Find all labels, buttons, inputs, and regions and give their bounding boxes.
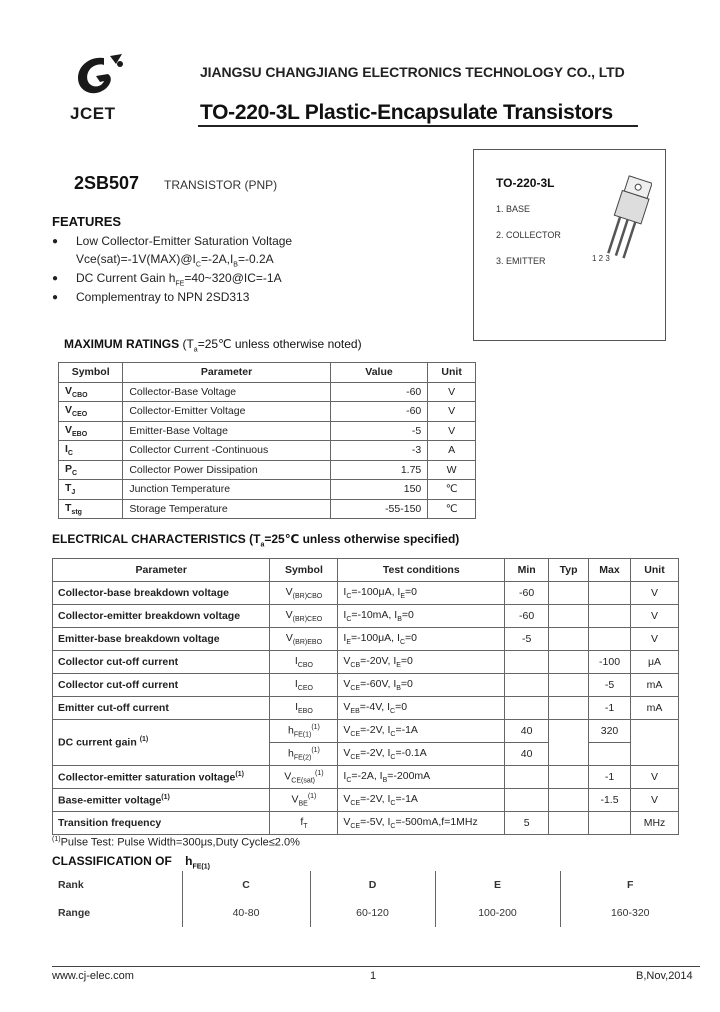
- pulse-test-note: $^{(1)}$Pulse Test: Pulse Width=300μs,Duty Cycle≤2.0%: [52, 836, 300, 849]
- table-row: Range 40-80 60-120 100-200 160-320: [52, 899, 700, 927]
- electrical-heading: ELECTRICAL CHARACTERISTICS ($T_a=25℃$ unless otherwise specified): [52, 532, 460, 549]
- table-row: $V_{CEO}$ Collector-Emitter Voltage -60 V: [59, 402, 476, 422]
- package-box: [473, 149, 666, 341]
- table-row: Collector-emitter breakdown voltage $V_{(BR)CEO}$ $I_C=-10mA$, $I_B=0$ -60 V: [53, 605, 679, 628]
- table-row: Emitter cut-off current $I_{EBO}$ $V_{EB}=-4V$, $I_C=0$ -1 mA: [53, 697, 679, 720]
- table-row: Collector cut-off current $I_{CEO}$ $V_{CE}=-60V$, $I_B=0$ -5 mA: [53, 674, 679, 697]
- table-header-row: Symbol Parameter Value Unit: [59, 363, 476, 383]
- pin-emitter: 3. EMITTER: [496, 256, 546, 266]
- table-row: Rank C D E F: [52, 871, 700, 899]
- bullet-icon: ●: [52, 236, 59, 247]
- title-underline: [198, 125, 638, 127]
- feature-item: $Vce(sat)=-1V(MAX)@I_C=-2A,I_B=-0.2A$: [76, 252, 274, 269]
- table-row: Collector cut-off current $I_{CBO}$ $V_{CB}=-20V$, $I_E=0$ -100 μA: [53, 651, 679, 674]
- revision-date: B,Nov,2014: [636, 970, 693, 982]
- table-row: $V_{CBO}$ Collector-Base Voltage -60 V: [59, 382, 476, 402]
- footer-rule: [52, 966, 700, 967]
- classification-table: [52, 871, 700, 927]
- pin-digits: 1 2 3: [592, 254, 610, 263]
- page-number: 1: [370, 970, 377, 982]
- electrical-table: [52, 558, 679, 835]
- table-row: $P_C$ Collector Power Dissipation 1.75 W: [59, 460, 476, 480]
- feature-item: Complementray to NPN 2SD313: [76, 290, 250, 304]
- feature-item: DC Current Gain $h_{FE}=40\sim 320@IC=-1A$: [76, 271, 282, 288]
- table-row: $T_{stg}$ Storage Temperature -55-150 ℃: [59, 499, 476, 519]
- classification-heading: CLASSIFICATION OF $h_{FE(1)}$: [52, 854, 210, 871]
- company-name: JIANGSU CHANGJIANG ELECTRONICS TECHNOLOGY CO., LTD: [200, 64, 625, 80]
- table-row: Collector-emitter saturation voltage$^{(1)}$ $V_{CE(sat)}^{(1)}$ $I_C=-2A$, $I_B=-200mA$ -1 V: [53, 766, 679, 789]
- logo-text: JCET: [70, 104, 116, 123]
- document-title: TO-220-3L Plastic-Encapsulate Transistors: [200, 101, 613, 124]
- jcet-logo-icon: [70, 50, 128, 98]
- max-ratings-heading: MAXIMUM RATINGS ($T_a=25℃$ unless otherwise noted): [64, 337, 362, 354]
- table-header-row: Parameter Symbol Test conditions Min Typ Max Unit: [53, 559, 679, 582]
- table-row: $V_{EBO}$ Emitter-Base Voltage -5 V: [59, 421, 476, 441]
- part-type: TRANSISTOR (PNP): [164, 178, 278, 192]
- table-row: Transition frequency $f_T$ $V_{CE}=-5V$, $I_C=-500mA,f=1MHz$ 5 MHz: [53, 812, 679, 835]
- table-row: Base-emitter voltage$^{(1)}$ $V_{BE}^{(1)}$ $V_{CE}=-2V$, $I_C=-1A$ -1.5 V: [53, 789, 679, 812]
- bullet-icon: ●: [52, 292, 59, 303]
- bullet-icon: ●: [52, 273, 59, 284]
- table-row: $T_J$ Junction Temperature 150 ℃: [59, 480, 476, 500]
- max-ratings-table: [58, 362, 476, 519]
- pin-collector: 2. COLLECTOR: [496, 230, 561, 240]
- footer-url[interactable]: www.cj-elec.com: [52, 970, 134, 982]
- package-title: TO-220-3L: [496, 176, 555, 190]
- table-row: DC current gain $^{(1)}$ $h_{FE(1)}^{(1)}$ $V_{CE}=-2V$, $I_C=-1A$ 40 320: [53, 720, 679, 743]
- pin-base: 1. BASE: [496, 204, 531, 214]
- part-number: 2SB507: [74, 173, 140, 193]
- features-heading: FEATURES: [52, 214, 122, 229]
- table-row: Collector-base breakdown voltage $V_{(BR)CBO}$ $I_C=-100\mu A$, $I_E=0$ -60 V: [53, 582, 679, 605]
- table-row: $h_{FE(2)}^{(1)}$ $V_{CE}=-2V$, $I_C=-0.1A$ 40: [53, 743, 679, 766]
- table-row: $I_C$ Collector Current -Continuous -3 A: [59, 441, 476, 461]
- feature-item: Low Collector-Emitter Saturation Voltage: [76, 234, 293, 248]
- table-row: Emitter-base breakdown voltage $V_{(BR)EBO}$ $I_E=-100\mu A$, $I_C=0$ -5 V: [53, 628, 679, 651]
